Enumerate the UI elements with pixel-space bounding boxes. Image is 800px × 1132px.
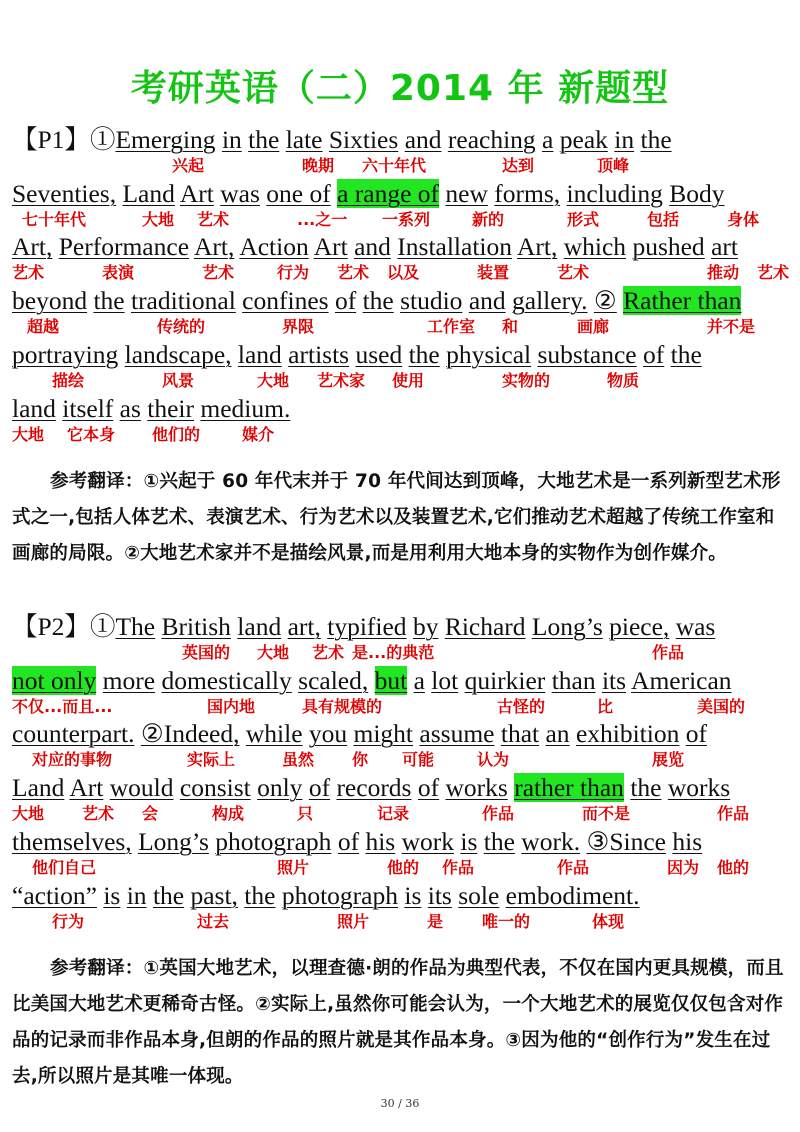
english-word: Action	[239, 232, 309, 262]
chinese-gloss: 记录	[377, 804, 410, 824]
chinese-gloss: 推动	[707, 263, 740, 283]
english-word: ②Indeed,	[140, 719, 240, 749]
chinese-gloss: 并不是	[707, 317, 756, 337]
english-word: works	[445, 773, 508, 803]
chinese-gloss: 而不是	[582, 804, 631, 824]
gloss-line	[12, 857, 792, 879]
translation-2	[12, 951, 788, 1095]
chinese-gloss: 照片	[337, 911, 370, 931]
chinese-gloss: 是...的典范	[352, 643, 435, 662]
english-word: work.	[521, 826, 581, 856]
chinese-gloss: 艺术	[202, 263, 235, 283]
chinese-gloss: 大地	[12, 424, 45, 444]
sentence-number: ①	[89, 125, 116, 154]
english-word: the	[630, 773, 662, 803]
english-word: Emerging	[115, 125, 216, 154]
english-word: exhibition	[575, 719, 680, 749]
english-word: Art	[313, 232, 348, 262]
english-word: one of	[266, 178, 331, 208]
english-word: which	[563, 232, 627, 262]
english-word: the	[408, 339, 440, 369]
chinese-gloss: 认为	[477, 750, 510, 770]
chinese-gloss: 虽然	[282, 750, 315, 770]
english-line	[12, 881, 640, 911]
english-word: in	[221, 125, 242, 154]
chinese-gloss: 是	[427, 911, 444, 931]
chinese-gloss: 艺术	[312, 643, 345, 662]
chinese-gloss: 包括	[647, 209, 680, 229]
english-word: British	[161, 612, 231, 641]
english-word: would	[109, 773, 174, 803]
chinese-gloss: 大地	[142, 209, 175, 229]
english-word: while	[245, 719, 303, 749]
paragraph-tag: 【P1】	[12, 125, 90, 154]
chinese-gloss: 照片	[277, 857, 310, 877]
english-word: scaled,	[298, 665, 369, 695]
english-line	[12, 232, 738, 262]
english-line	[12, 719, 707, 749]
chinese-gloss: 和	[502, 317, 519, 337]
english-word: records	[336, 773, 412, 803]
english-line	[12, 827, 702, 857]
english-word: forms,	[494, 178, 561, 208]
chinese-gloss: 画廊	[577, 317, 610, 337]
chinese-gloss: 身体	[727, 209, 760, 229]
highlighted-phrase: not only	[12, 665, 97, 695]
english-word: an	[545, 719, 570, 749]
english-word: its	[427, 880, 452, 910]
english-word: more	[102, 665, 156, 695]
chinese-gloss: 可能	[402, 750, 435, 770]
english-word: Performance	[58, 232, 190, 262]
english-word: Art,	[516, 232, 558, 262]
english-word: land	[237, 339, 282, 369]
english-word: in	[126, 880, 147, 910]
chinese-gloss: 他的	[717, 857, 750, 877]
english-word: and	[404, 125, 442, 154]
english-word: is	[404, 880, 422, 910]
chinese-gloss: 艺术	[12, 263, 45, 283]
chinese-gloss: 作品	[652, 643, 685, 662]
gloss-line	[12, 696, 792, 718]
english-word: used	[355, 339, 403, 369]
chinese-gloss: 美国的	[697, 696, 746, 716]
chinese-gloss: 不仅...而且...	[12, 696, 113, 716]
english-word: Art	[179, 178, 214, 208]
chinese-gloss: 表演	[102, 263, 135, 283]
chinese-gloss: 描绘	[52, 370, 85, 390]
english-word: itself	[62, 393, 114, 423]
chinese-gloss: 只	[297, 804, 314, 824]
english-word: of	[643, 339, 665, 369]
english-word: Body	[669, 178, 725, 208]
chinese-gloss: 超越	[27, 317, 60, 337]
english-word: Sixties	[328, 125, 399, 154]
english-word: past,	[190, 880, 238, 910]
english-word: piece,	[609, 612, 670, 641]
chinese-gloss: 体现	[592, 911, 625, 931]
english-word: studio	[400, 286, 463, 316]
english-word: was	[220, 178, 260, 208]
english-word: of	[334, 286, 357, 316]
english-word: the	[248, 125, 280, 154]
chinese-gloss: 你	[352, 750, 369, 770]
chinese-gloss: 形式	[567, 209, 600, 229]
english-word: Art,	[12, 232, 53, 262]
chinese-gloss: 会	[142, 804, 159, 824]
chinese-gloss: 以及	[387, 263, 420, 283]
english-word: assume	[419, 719, 495, 749]
translation-label: 参考翻译：	[50, 958, 144, 979]
translation-label: 参考翻译：	[50, 471, 144, 492]
english-word: ②	[593, 286, 617, 316]
english-word: land	[12, 393, 56, 423]
chinese-gloss: 装置	[477, 263, 510, 283]
chinese-gloss: 顶峰	[597, 156, 630, 175]
chinese-gloss: 达到	[502, 156, 535, 175]
chinese-gloss: 媒介	[242, 424, 275, 444]
english-word: the	[640, 125, 672, 154]
english-word: his	[672, 826, 703, 856]
english-word: consist	[179, 773, 251, 803]
english-word: the	[152, 880, 185, 910]
english-word: Land	[122, 178, 175, 208]
english-word: late	[285, 125, 323, 154]
highlighted-phrase: Rather than	[623, 286, 742, 316]
english-line	[12, 612, 715, 642]
english-word: his	[365, 826, 396, 856]
english-word: that	[500, 719, 540, 749]
english-word: ③Since	[586, 826, 666, 856]
english-word: confines	[242, 286, 329, 316]
chinese-gloss: 物质	[607, 370, 640, 390]
english-word: domestically	[161, 665, 292, 695]
chinese-gloss: 界限	[282, 317, 315, 337]
english-word: was	[675, 612, 716, 641]
paragraph-tag: 【P2】	[12, 612, 90, 641]
english-word: peak	[559, 125, 608, 154]
english-word: of	[685, 719, 707, 749]
chinese-gloss: 六十年代	[362, 156, 427, 175]
english-word: lot	[431, 665, 459, 695]
english-word: reaching	[447, 125, 536, 154]
english-word: Installation	[397, 232, 513, 262]
chinese-gloss: 他们自己	[32, 857, 97, 877]
english-word: the	[93, 286, 125, 316]
english-word: art,	[287, 612, 321, 641]
english-line	[12, 773, 730, 803]
english-word: than	[551, 665, 596, 695]
english-word: a	[542, 125, 554, 154]
chinese-gloss: 七十年代	[22, 209, 87, 229]
english-word: Long’s	[531, 612, 603, 641]
chinese-gloss: 构成	[212, 804, 245, 824]
chinese-gloss: 一系列	[382, 209, 431, 229]
chinese-gloss: 国内地	[207, 696, 256, 716]
english-word: landscape,	[124, 339, 232, 369]
chinese-gloss: 它本身	[67, 424, 116, 444]
chinese-gloss: 他的	[387, 857, 420, 877]
chinese-gloss: 实物的	[502, 370, 551, 390]
chinese-gloss: 艺术家	[317, 370, 366, 390]
gloss-line	[12, 262, 792, 284]
english-word: Seventies,	[12, 178, 117, 208]
sentence-number: ①	[89, 612, 116, 641]
highlighted-phrase: a range of	[337, 178, 440, 208]
english-word: the	[362, 286, 394, 316]
translation-text: ①兴起于 60 年代末并于 70 年代间达到顶峰，大地艺术是一系列新型艺术形式之一,包括人体艺术、表演艺术、行为艺术以及装置艺术,它们推动艺术超越了传统工作室和画廊的局限。②大地艺术家并不是描绘风景,而是用利用大地本身的实物作为创作媒介。	[12, 471, 781, 564]
chinese-gloss: 传统的	[157, 317, 206, 337]
chinese-gloss: 工作室	[427, 317, 476, 337]
chinese-gloss: 艺术	[757, 263, 790, 283]
english-word: by	[412, 612, 439, 641]
english-word: themselves,	[12, 826, 132, 856]
chinese-gloss: 作品	[717, 804, 750, 824]
english-word: artists	[288, 339, 350, 369]
highlighted-phrase: rather than	[514, 773, 624, 803]
english-word: and	[354, 232, 391, 262]
english-word: beyond	[12, 286, 88, 316]
english-word: only	[257, 773, 303, 803]
chinese-gloss: 艺术	[557, 263, 590, 283]
english-word: the	[244, 880, 276, 910]
gloss-line	[12, 209, 792, 231]
english-word: land	[237, 612, 282, 641]
chinese-gloss: 新的	[472, 209, 505, 229]
chinese-gloss: 兴起	[172, 156, 205, 175]
chinese-gloss: 作品	[557, 857, 590, 877]
english-word: The	[115, 612, 156, 641]
english-word: work	[401, 826, 454, 856]
english-word: is	[460, 826, 478, 856]
chinese-gloss: 英国的	[182, 643, 231, 662]
chinese-gloss: 艺术	[197, 209, 230, 229]
gloss-line	[12, 370, 792, 392]
chinese-gloss: 具有规模的	[302, 696, 383, 716]
english-word: art	[711, 232, 738, 262]
chinese-gloss: 作品	[442, 857, 475, 877]
english-word: new	[445, 178, 488, 208]
chinese-gloss: 艺术	[82, 804, 115, 824]
english-line	[12, 179, 725, 209]
chinese-gloss: 艺术	[337, 263, 370, 283]
english-word: its	[601, 665, 627, 695]
chinese-gloss: ...之一	[297, 209, 348, 229]
english-word: as	[119, 393, 141, 423]
page-number: 30 / 36	[380, 1097, 420, 1110]
english-line	[12, 340, 702, 370]
english-word: pushed	[632, 232, 705, 262]
english-word: traditional	[130, 286, 236, 316]
english-line	[12, 125, 672, 155]
gloss-line	[12, 155, 792, 177]
english-word: counterpart.	[12, 719, 135, 749]
english-word: is	[103, 880, 121, 910]
english-line	[12, 394, 290, 424]
english-word: a	[413, 665, 425, 695]
english-word: photograph	[215, 826, 332, 856]
english-word: of	[417, 773, 440, 803]
english-word: embodiment.	[505, 880, 640, 910]
chinese-gloss: 大地	[257, 643, 290, 662]
translation-text: ①英国大地艺术，以理查德·朗的作品为典型代表，不仅在国内更具规模，而且比美国大地艺术更稀奇古怪。②实际上,虽然你可能会认为，一个大地艺术的展览仅仅包含对作品的记录而非作品本身,但朗的作品的照片就是其作品本身。③因为他的“创作行为”发生在过去,所以照片是其唯一体现。	[12, 958, 784, 1087]
english-word: Richard	[444, 612, 526, 641]
english-word: Long’s	[138, 826, 209, 856]
english-word: their	[147, 393, 195, 423]
chinese-gloss: 对应的事物	[32, 750, 113, 770]
english-word: of	[337, 826, 360, 856]
english-word: including	[566, 178, 663, 208]
chinese-gloss: 风景	[162, 370, 195, 390]
gloss-line	[12, 424, 792, 446]
english-word: portraying	[12, 339, 119, 369]
english-word: the	[483, 826, 515, 856]
english-line	[12, 666, 732, 696]
gloss-line	[12, 911, 792, 933]
chinese-gloss: 行为	[277, 263, 310, 283]
gloss-line	[12, 316, 792, 338]
chinese-gloss: 作品	[482, 804, 515, 824]
chinese-gloss: 比	[597, 696, 614, 716]
english-word: you	[308, 719, 348, 749]
translation-1	[12, 464, 788, 572]
english-word: in	[614, 125, 635, 154]
english-word: might	[353, 719, 414, 749]
english-word: sole	[458, 880, 500, 910]
chinese-gloss: 实际上	[187, 750, 236, 770]
chinese-gloss: 行为	[52, 911, 85, 931]
gloss-line	[12, 642, 792, 664]
chinese-gloss: 晚期	[302, 156, 335, 175]
english-word: photograph	[281, 880, 398, 910]
english-word: physical	[446, 339, 532, 369]
english-word: Art	[69, 773, 104, 803]
english-word: works	[667, 773, 731, 803]
chinese-gloss: 过去	[197, 911, 230, 931]
chinese-gloss: 大地	[257, 370, 290, 390]
english-word: “action”	[12, 880, 97, 910]
english-word: substance	[537, 339, 637, 369]
chinese-gloss: 因为	[667, 857, 700, 877]
english-word: of	[308, 773, 331, 803]
page-title: 考研英语（二）2014 年 新题型	[130, 68, 670, 109]
chinese-gloss: 古怪的	[497, 696, 546, 716]
chinese-gloss: 唯一的	[482, 911, 531, 931]
highlighted-phrase: but	[374, 665, 408, 695]
chinese-gloss: 使用	[392, 370, 425, 390]
english-word: quirkier	[464, 665, 546, 695]
english-word: and	[468, 286, 506, 316]
gloss-line	[12, 749, 792, 771]
english-word: the	[670, 339, 702, 369]
english-word: Art,	[193, 232, 235, 262]
chinese-gloss: 大地	[12, 804, 45, 824]
english-line	[12, 286, 741, 316]
english-word: typified	[327, 612, 407, 641]
english-word: American	[631, 665, 732, 695]
english-word: medium.	[200, 393, 291, 423]
english-word: gallery.	[512, 286, 588, 316]
english-word: Land	[12, 773, 65, 803]
chinese-gloss: 他们的	[152, 424, 201, 444]
gloss-line	[12, 803, 792, 825]
chinese-gloss: 展览	[652, 750, 685, 770]
